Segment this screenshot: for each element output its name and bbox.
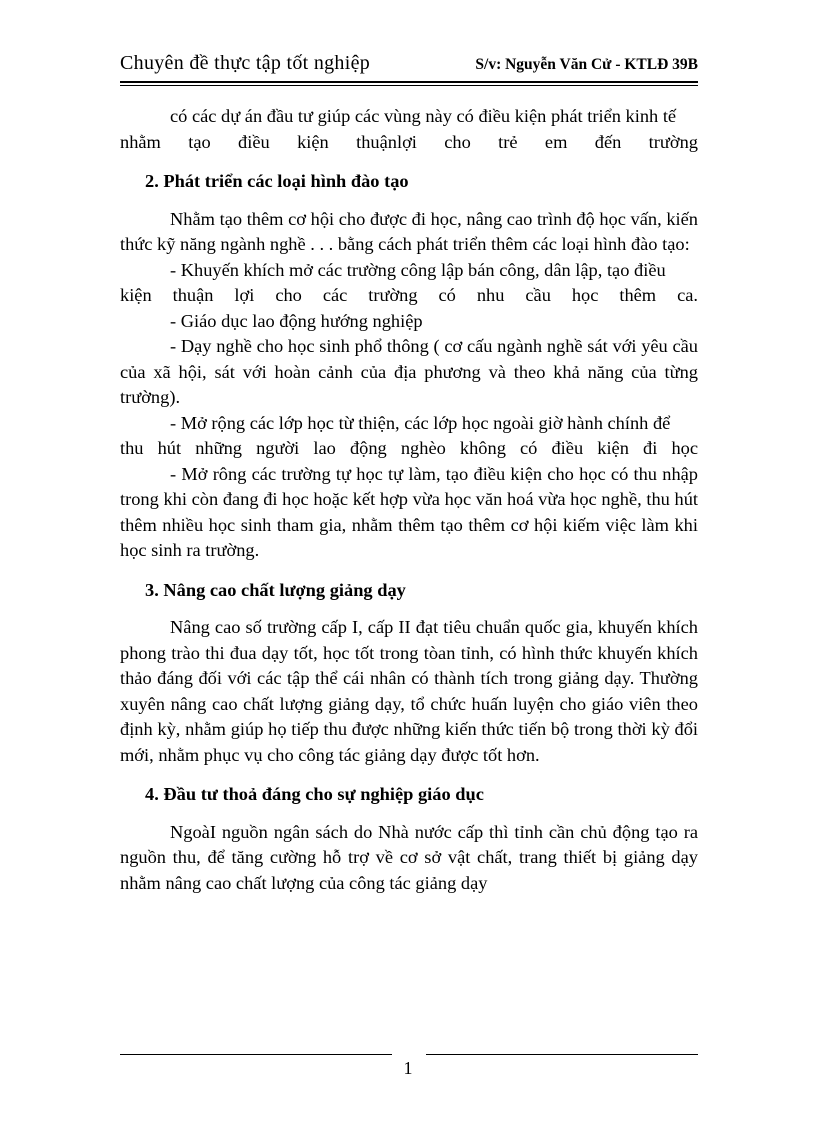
bullet-item-continuation: thu hút những người lao động nghèo không có điều kiện đi học xyxy=(120,438,698,458)
page-header xyxy=(120,52,698,82)
section-3-heading: 3. Nâng cao chất lượng giảng dạy xyxy=(145,579,406,600)
intro-line: nhằm tạo điều kiện thuậnlợi cho trẻ em đến trường xyxy=(120,131,698,152)
intro-line: có các dự án đầu tư giúp các vùng này có điều kiện phát triển kinh tế xyxy=(170,106,677,126)
paragraph: Nhằm tạo thêm cơ hội cho được đi học, nâng cao trình độ học vấn, kiến thức kỹ năng ngành nghề . . . bằng cách phát triển thêm các loại hình đào tạo: xyxy=(120,208,698,254)
header-rule xyxy=(120,81,698,83)
paragraph: NgoàI nguồn ngân sách do Nhà nước cấp thì tỉnh cần chủ động tạo ra nguồn thu, để tăng cường hỗ trợ về cơ sở vật chất, trang thiết bị giảng dạy nhằm nâng cao chất lượng của công tác giảng dạy xyxy=(120,821,698,893)
bullet-item: - Khuyến khích mở các trường công lập bán công, dân lập, tạo điều xyxy=(170,259,666,280)
bullet-item: - Mở rông các trường tự học tự làm, tạo điều kiện cho học có thu nhập trong khi còn đang đi học hoặc kết hợp vừa học văn hoá vừa học nghề, thu hút thêm nhiều học sinh tham gia, nhằm thêm tạo thêm cơ hội kiếm việc làm khi học sinh ra trường. xyxy=(120,463,698,560)
header-rule-thin xyxy=(120,85,698,86)
student-info: S/v: Nguyễn Văn Cử - KTLĐ 39B xyxy=(475,56,698,73)
section-2-heading: 2. Phát triển các loại hình đào tạo xyxy=(145,171,409,191)
footer-rule-left xyxy=(120,1054,392,1055)
bullet-item: - Giáo dục lao động hướng nghiệp xyxy=(170,310,423,331)
document-title: Chuyên đề thực tập tốt nghiệp xyxy=(120,52,371,74)
bullet-item-continuation: kiện thuận lợi cho các trường có nhu cầu học thêm ca. xyxy=(120,285,698,305)
page-number: 1 xyxy=(403,1058,413,1078)
bullet-item: - Mở rộng các lớp học từ thiện, các lớp học ngoài giờ hành chính để xyxy=(170,412,671,433)
paragraph: Nâng cao số trường cấp I, cấp II đạt tiêu chuẩn quốc gia, khuyến khích phong trào thi đua dạy tốt, học tốt trong tòan tỉnh, có hình thức khuyến khích thảo đáng đối với các tập thể cái nhân có thành tích trong giảng dạy. Thường xuyên nâng cao chất lượng giảng dạy, tổ chức huấn luyện cho giáo viên theo định kỳ, nhằm giúp họ tiếp thu được những kiến thức tiến bộ trong thời kỳ đổi mới, nhằm phục vụ cho công tác giảng dạy được tốt hơn. xyxy=(120,617,698,765)
section-4-heading: 4. Đầu tư thoả đáng cho sự nghiệp giáo dục xyxy=(145,784,484,804)
footer-rule-right xyxy=(426,1054,698,1055)
bullet-item: - Dạy nghề cho học sinh phổ thông ( cơ cấu ngành nghề sát với yêu cầu của xã hội, sát với hoàn cảnh của địa phương và theo khả năng của từng trường). xyxy=(120,336,698,407)
document-body xyxy=(120,104,698,896)
